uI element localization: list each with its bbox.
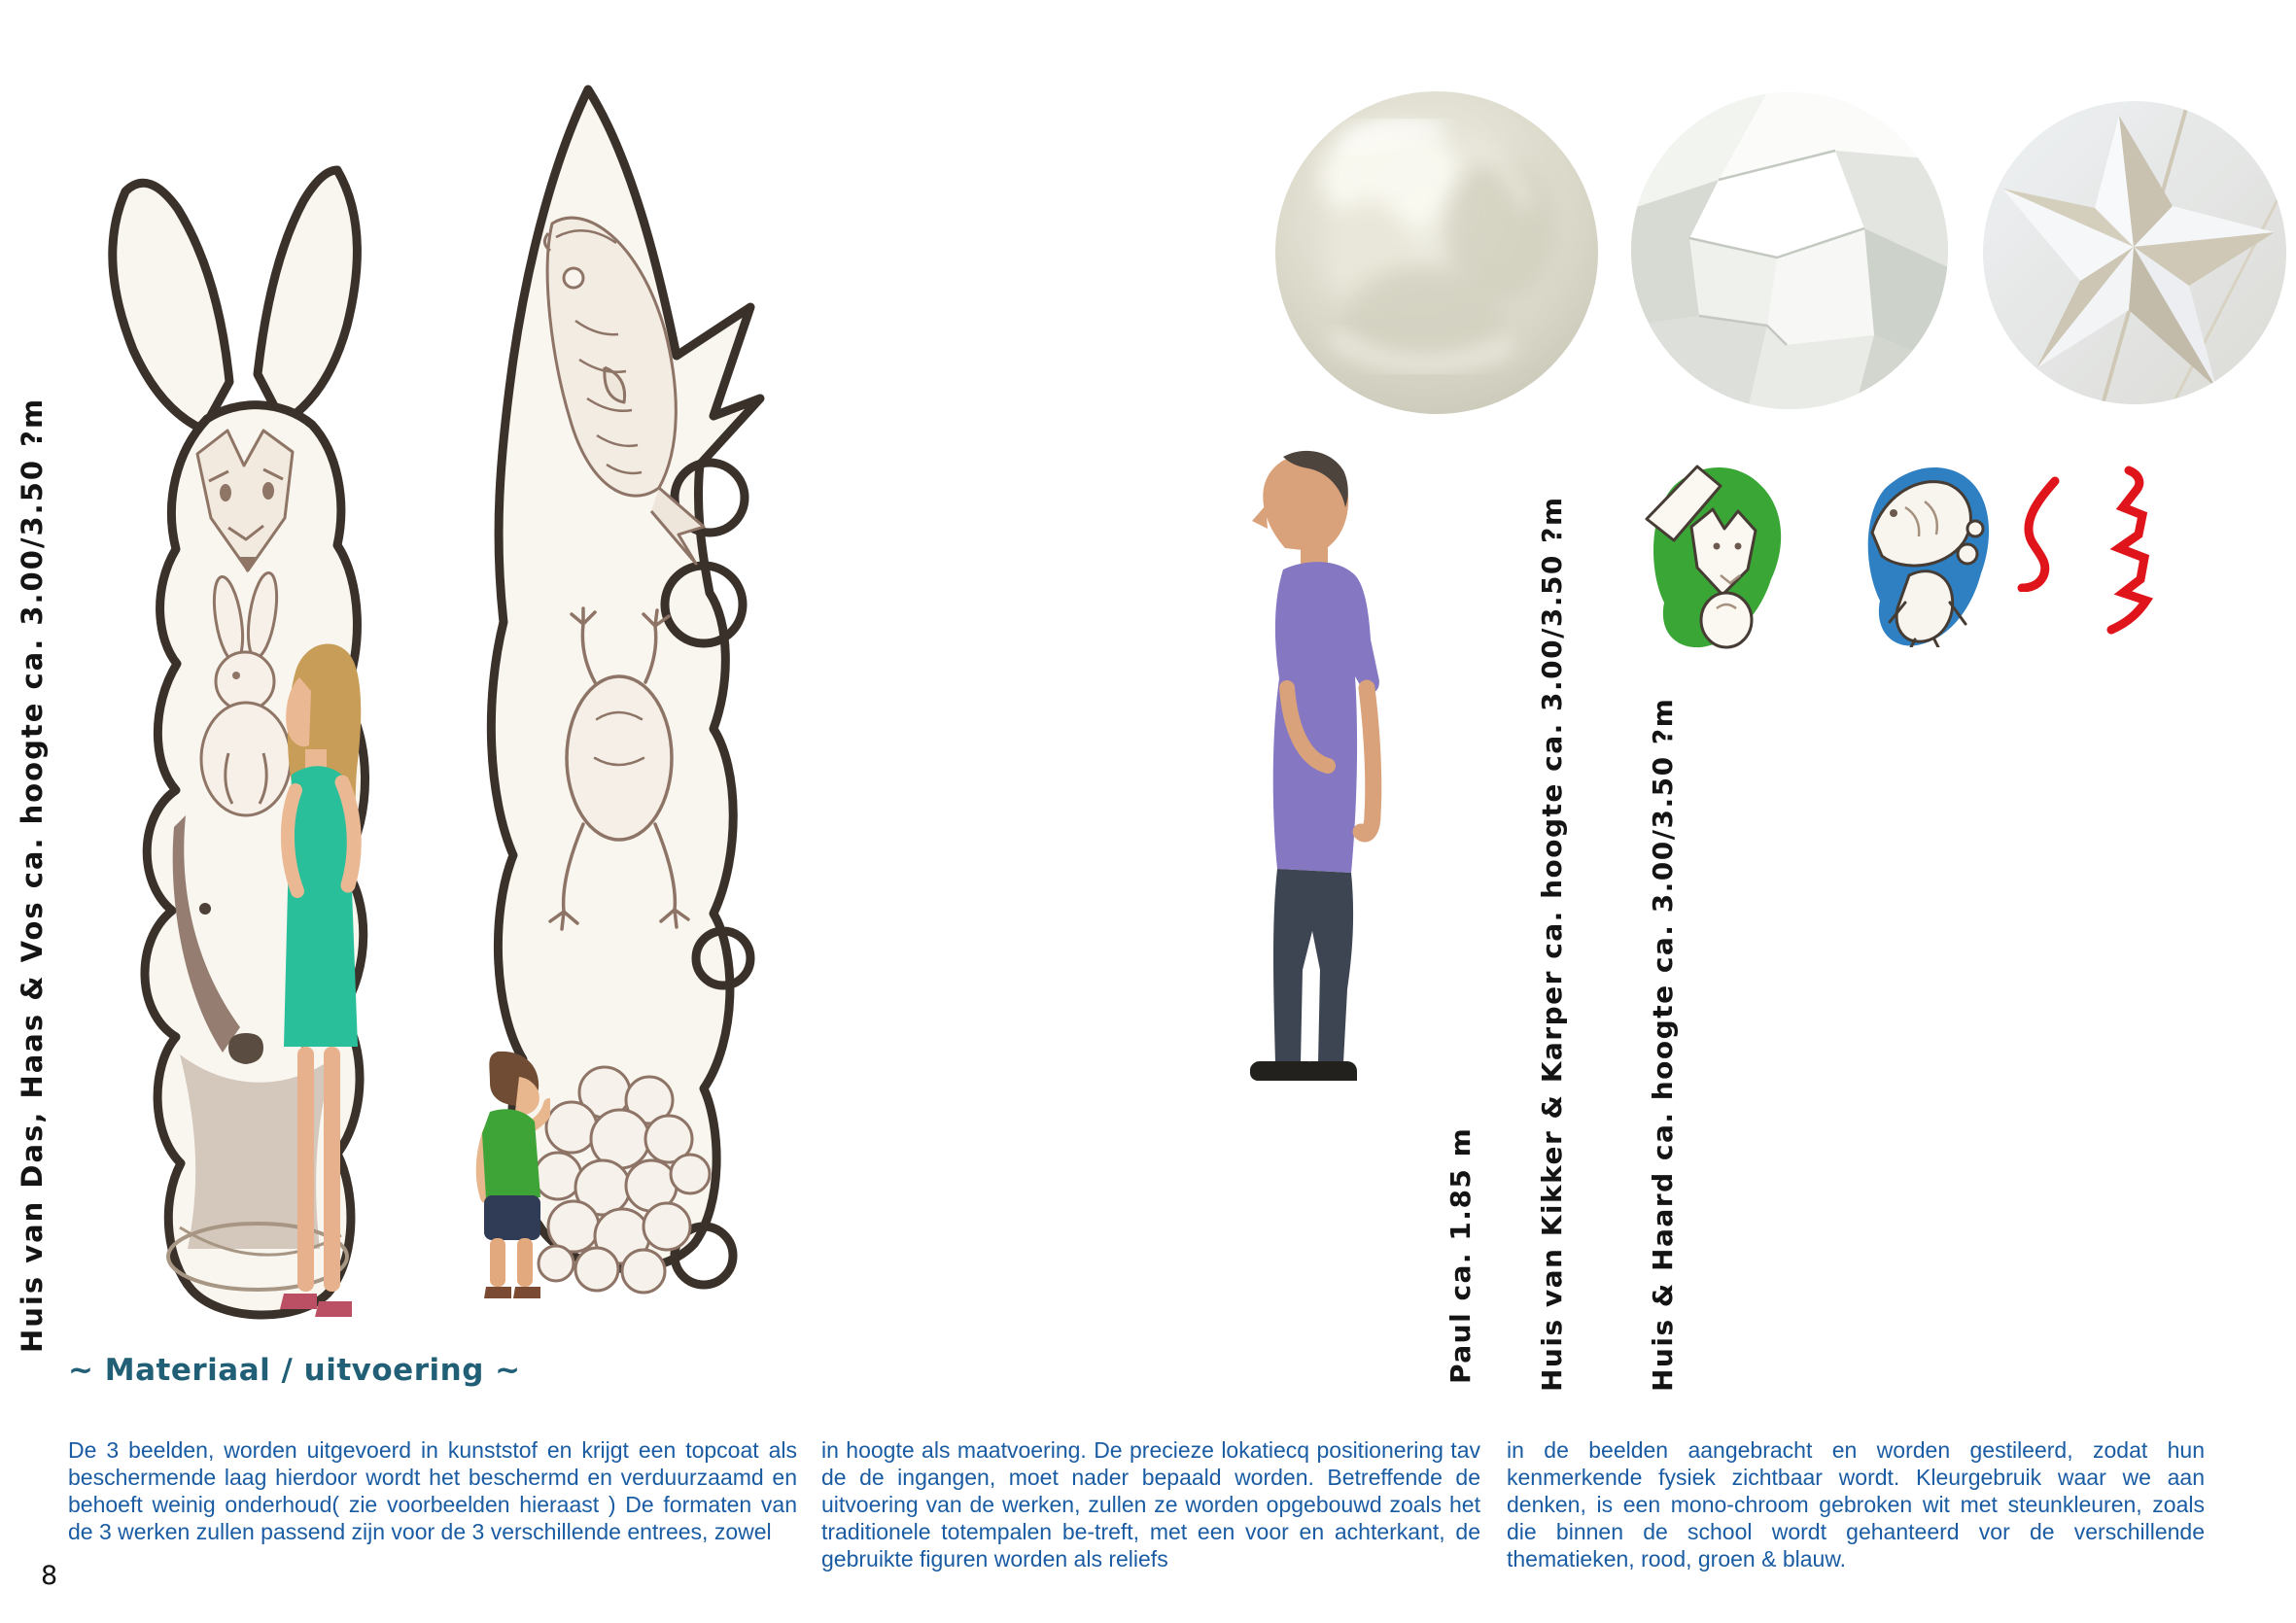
boy-photo [447,1050,550,1304]
red-zigzag-squiggle [2100,465,2154,636]
label-totem-right [1647,698,1679,1392]
man-jeans [1273,869,1353,1063]
man-photo [1227,443,1392,1089]
page-number [41,1561,57,1591]
label-totem-middle-text: Huis van Kikker & Karper ca. hoogte ca. 3.00/3.50 ?m [1536,496,1568,1392]
section-heading-text: ~ Materiaal / uitvoering ~ [68,1353,521,1388]
man-shoes [1250,1061,1357,1081]
body-column-1-text: De 3 beelden, worden uitgevoerd in kunststof en krijgt een topcoat als beschermende laag hierdoor wordt het beschermd en verduurzaamd en behoeft weinig onderhoud( zie voorbeelden hieraast ) De formaten van de 3 werken zullen passend zijn voor de 3 verschillende entrees, zowel [68,1437,797,1544]
white-faceted-relief-sample-photo [1631,92,1948,409]
label-totem-middle [1536,496,1568,1392]
girl-sandals [280,1294,352,1317]
body-column-3 [1507,1436,2205,1572]
body-column-3-text: in de beelden aangebracht en worden gestileerd, zodat hun kenmerkende fysiek zichtbaar wordt. Kleurgebruik waar we aan denken, is een mono-chroom gebroken wit met steunkleuren, zoals die binnen de school wordt gehanteerd vor de verschillende thematieken, rood, groen & blauw. [1507,1437,2205,1571]
hare-ear-right [258,170,357,423]
red-flame-squiggle [2014,475,2063,592]
green-fox-rabbit-sketch [1641,457,1787,649]
label-paul [1444,1127,1477,1384]
label-totem-left [16,397,49,1353]
label-paul-text: Paul ca. 1.85 m [1444,1126,1477,1384]
blue-carp-frog-sketch [1855,457,1993,647]
page-number-text: 8 [41,1561,58,1591]
white-gloss-relief-sample-photo [1275,91,1599,415]
boy-shorts [484,1195,540,1240]
hare-ear-left [113,183,229,430]
white-star-relief-sample-photo [1983,101,2286,404]
label-totem-right-text: Huis & Haard ca. hoogte ca. 3.00/3.50 ?m [1647,697,1679,1392]
body-column-2 [821,1436,1480,1572]
boy-shirt [482,1109,540,1199]
girl-face [286,677,311,746]
section-heading [68,1353,521,1388]
girl-photo [276,635,364,1329]
boy-sandals [484,1287,540,1298]
body-column-1 [68,1436,797,1545]
body-column-2-text: in hoogte als maatvoering. De precieze lokatiecq positionering tav de de ingangen, moet nader bepaald worden. Betreffende de uitvoering van de werken, zullen ze worden opgebouwd zoals het traditionele totempalen be-treft, met een voor en achterkant, de gebruikte figuren worden als reliefs [821,1437,1480,1571]
label-totem-left-text: Huis van Das, Haas & Vos ca. hoogte ca. 3.00/3.50 ?m [16,397,49,1353]
